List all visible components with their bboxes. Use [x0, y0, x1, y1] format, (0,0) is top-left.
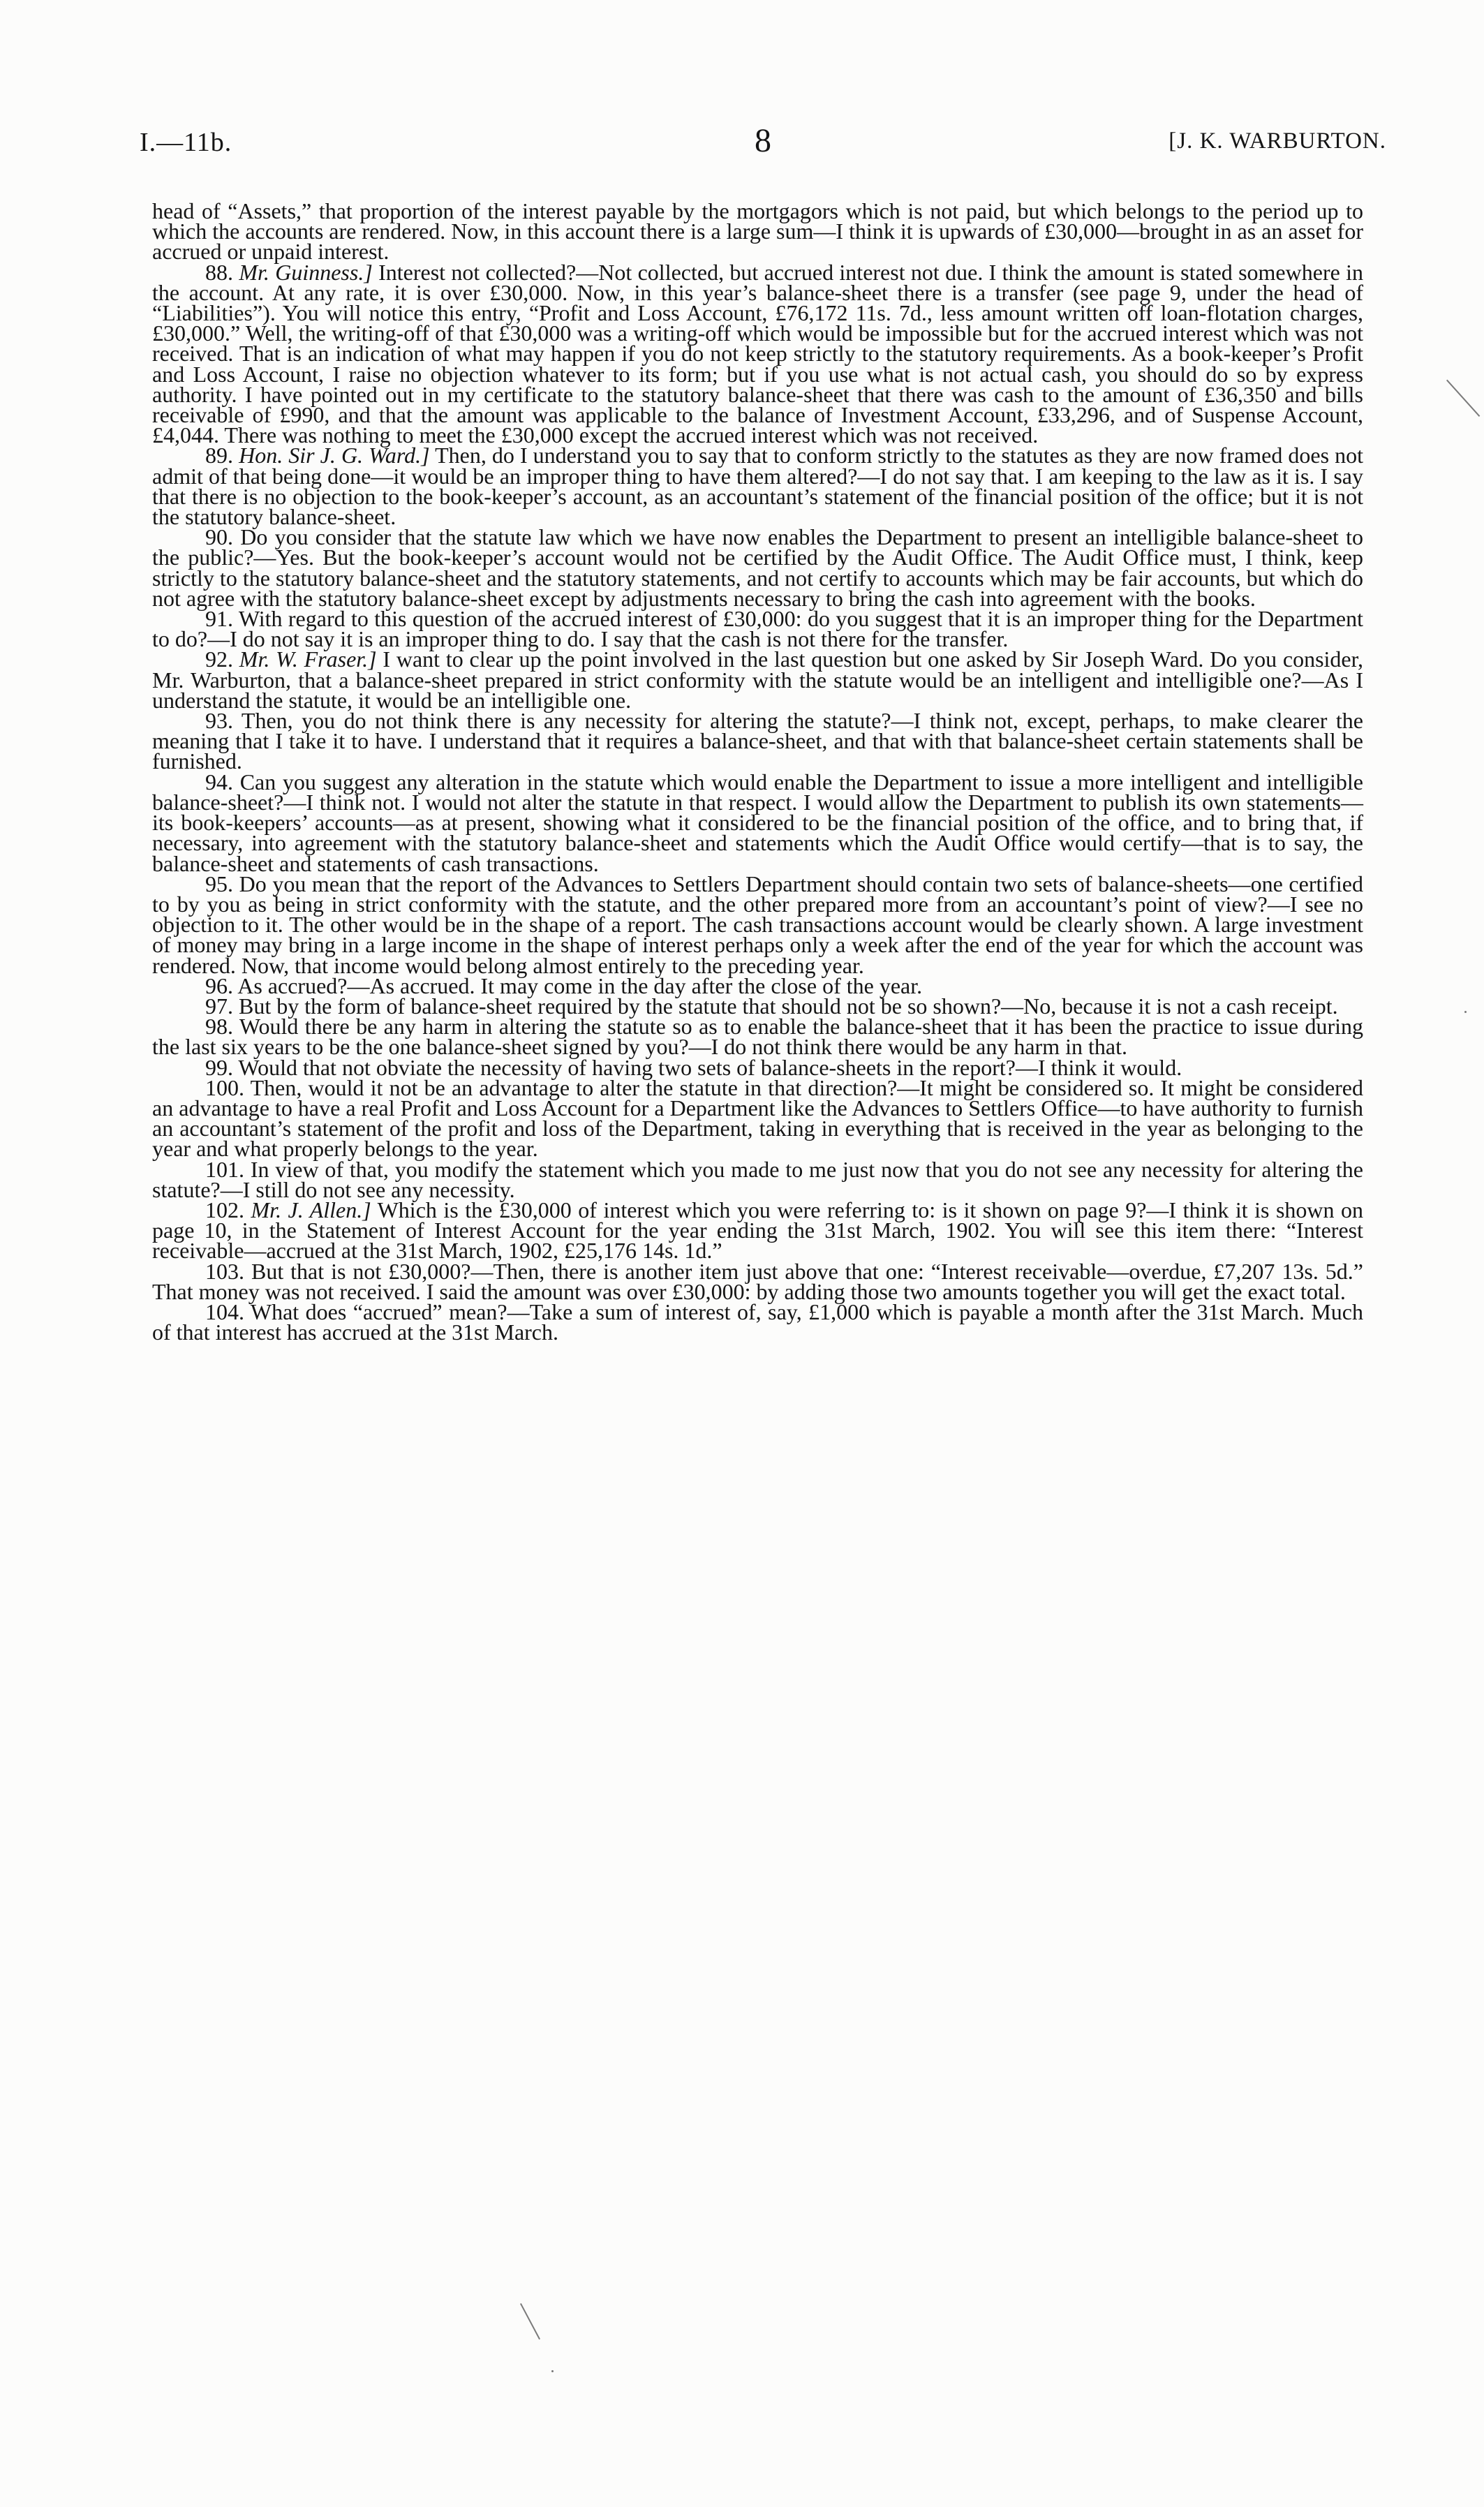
question-text: Would there be any harm in altering the statute so as to enable the balance-sheet that it has been the practice to issue during the last six years to be the one balance-sheet signed by you?—I do not think there would be any harm in that. [152, 1014, 1363, 1060]
question-101 [152, 1156, 1364, 1202]
question-text: Do you mean that the report of the Advances to Settlers Department should contain two sets of balance-sheets—one certified to by you as being in strict conformity with the statute, and the other prepared more from an accountant’s point of view?—I see no objection to it. The other would be in the shape of a report. The cash transactions account would be clearly shown. A large investment of money may bring in a large income in the shape of interest perhaps only a week after the end of the year for which the account was rendered. Now, that income would belong almost entirely to the preceding year. [152, 871, 1364, 978]
bottom-pencil-mark [520, 2303, 540, 2339]
question-text: Then, do I understand you to say that to conform strictly to the statutes as they are now framed does not admit of that being done—it would be an improper thing to have them altered?—I do not say that. I am keeping to the law as it is. I say that there is no objection to the book-keeper’s account, as an accountant’s statement of the financial position of the office; but it is not the statutory balance-sheet. [152, 443, 1364, 530]
question-text: I want to clear up the point involved in the last question but one asked by Sir Joseph Ward. Do you consider, Mr. Warburton, that a balance-sheet prepared in strict conformity with the statute would be an intelligent and intelligible one?—As I understand the statute, it would be an intelligible one. [152, 646, 1364, 713]
question-text: Then, you do not think there is any necessity for altering the statute?—I think not, except, perhaps, to make clearer the meaning that I take it to have. I understand that it requires a balance-sheet, and that with that balance-sheet certain statements shall be furnished. [152, 708, 1363, 774]
question-number: 100. [205, 1074, 244, 1100]
page-header [140, 122, 1386, 176]
question-102 [152, 1197, 1364, 1264]
question-text: As accrued?—As accrued. It may come in the day after the close of the year. [237, 973, 923, 998]
question-text: Would that not obviate the necessity of having two sets of balance-sheets in the report?—I think it would. [238, 1054, 1182, 1080]
margin-pencil-mark [1446, 380, 1480, 417]
question-100 [152, 1074, 1364, 1162]
question-number: 94. [205, 769, 233, 794]
question-text: Which is the £30,000 of interest which you were referring to: is it shown on page 9?—I think it is shown on page 10, in the Statement of Interest Account for the year ending the 31st March, 1902. You will see this item there: “Interest receivable—accrued at the 31st March, 1902, £25,176 14s. 1d.” [152, 1197, 1364, 1264]
witness-name: [J. K. WARBURTON. [1168, 128, 1386, 154]
question-number: 102. [205, 1197, 244, 1222]
question-text: But that is not £30,000?—Then, there is another item just above that one: “Interest receivable—overdue, £7,207 13s. 5d.” That money was not received. I said the amount was over £30,000: by adding those two amounts together you will get the exact total. [152, 1258, 1364, 1304]
page-number: 8 [755, 122, 771, 159]
question-text: What does “accrued” mean?—Take a sum of interest of, say, £1,000 which is payable a month after the 31st March. Much of that interest has accrued at the 31st March. [152, 1299, 1364, 1345]
speaker: Hon. Sir J. G. Ward.] [239, 443, 430, 468]
question-number: 88. [205, 259, 233, 285]
question-number: 92. [205, 646, 233, 672]
question-number: 101. [205, 1156, 244, 1182]
question-94 [152, 769, 1364, 876]
question-98 [152, 1014, 1363, 1060]
question-92 [152, 646, 1364, 713]
paragraph-continuation: head of “Assets,” that proportion of the interest payable by the mortgagors which is not paid, but which belongs to the period up to which the accounts are rendered. Now, in this account there is a large sum—I think it is upwards of £30,000—brought in as an asset for accrued or unpaid interest. [152, 198, 1363, 265]
question-text: With regard to this question of the accrued interest of £30,000: do you suggest that it is an improper thing for the Department to do?—I do not say it is an improper thing to do. I say that the cash is not there for the transfer. [152, 606, 1364, 652]
question-number: 95. [205, 871, 233, 896]
question-number: 103. [205, 1258, 244, 1284]
question-text: But by the form of balance-sheet required by the statute that should not be so shown?—No, because it is not a cash receipt. [239, 993, 1338, 1019]
question-number: 96. [205, 973, 233, 998]
question-number: 93. [205, 708, 233, 734]
evidence-text [152, 198, 1364, 1345]
question-95 [152, 871, 1364, 978]
question-text: In view of that, you modify the statement which you made to me just now that you do not see any necessity for altering the statute?—I still do not see any necessity. [152, 1156, 1364, 1202]
bottom-dot [551, 2370, 554, 2372]
question-text: Can you suggest any alteration in the statute which would enable the Department to issue a more intelligent and intelligible balance-sheet?—I think not. I would not alter the statute in that respect. I would allow the Department to publish its own statements—its book-keepers’ accounts—as at present, showing what it considered to be the financial position of the office, and to bring that, if necessary, into agreement with the statutory balance-sheet and statements which the Audit Office would certify—that is to say, the balance-sheet and statements of cash transactions. [152, 769, 1364, 876]
question-number: 97. [205, 993, 233, 1019]
question-text: Then, would it not be an advantage to alter the statute in that direction?—It might be considered so. It might be considered an advantage to have a real Profit and Loss Account for a Department like the Advances to Settlers Office—to have authority to furnish an accountant’s statement of the profit and loss of the Department, taking in everything that is received in the year as belonging to the year and what properly belongs to the year. [152, 1074, 1364, 1162]
question-number: 99. [205, 1054, 233, 1080]
question-number: 98. [205, 1014, 233, 1040]
question-103 [152, 1258, 1364, 1304]
question-text: Do you consider that the statute law which we have now enables the Department to present an intelligible balance-sheet to the public?—Yes. But the book-keeper’s account would not be certified by the Audit Office. The Audit Office must, I think, keep strictly to the statutory balance-sheet and the statutory statements, and not certify to accounts which may be fair accounts, but which do not agree with the statutory balance-sheet except by adjustments necessary to bring the cash into agreement with the books. [152, 524, 1364, 611]
margin-dot [1464, 1011, 1467, 1013]
speaker: Mr. Guinness.] [239, 259, 373, 285]
question-number: 91. [205, 606, 233, 632]
question-88 [152, 259, 1364, 448]
question-89 [152, 443, 1364, 530]
speaker: Mr. W. Fraser.] [239, 646, 377, 672]
question-number: 89. [205, 443, 233, 468]
question-90 [152, 524, 1364, 611]
paper-reference: I.—11b. [140, 128, 232, 157]
question-number: 104. [205, 1299, 244, 1324]
question-91 [152, 606, 1364, 652]
question-93 [152, 708, 1363, 774]
question-number: 90. [205, 524, 233, 550]
question-text: Interest not collected?—Not collected, but accrued interest not due. I think the amount is stated somewhere in the account. At any rate, it is over £30,000. Now, in this year’s balance-sheet there is a transfer (see page 9, under the head of “Liabilities”). You will notice this entry, “Profit and Loss Account, £76,172 11s. 7d., less amount written off loan-flotation charges, £30,000.” Well, the writing-off of that £30,000 was a writing-off which would be impossible but for the accrued interest which was not received. That is an indication of what may happen if you do not keep strictly to the statutory requirements. As a book-keeper’s Profit and Loss Account, I raise no objection whatever to its form; but if you use what is not actual cash, you should do so by express authority. I have pointed out in my certificate to the statutory balance-sheet that there was cash to the amount of £36,350 and bills receivable of £990, and that the amount was applicable to the balance of Investment Account, £33,296, and of Suspense Account, £4,044. There was nothing to meet the £30,000 except the accrued interest which was not received. [152, 259, 1364, 448]
speaker: Mr. J. Allen.] [251, 1197, 371, 1222]
question-104 [152, 1299, 1364, 1345]
